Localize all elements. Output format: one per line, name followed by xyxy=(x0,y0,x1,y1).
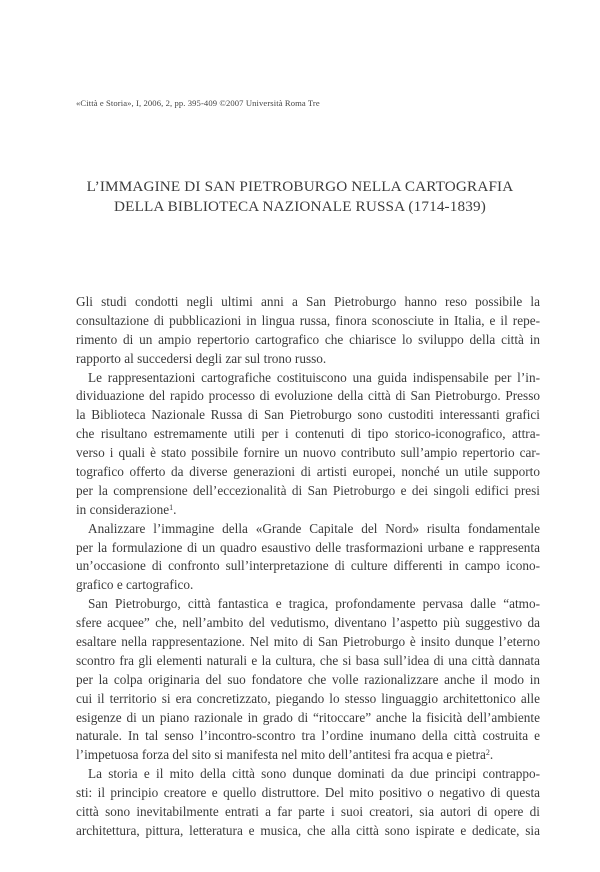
article-body xyxy=(76,293,540,841)
text-line: Gli studi condotti negli ultimi anni a San Pietroburgo hanno reso possibile la xyxy=(76,294,540,309)
text-line: San Pietroburgo, città fantastica e tragica, profondamente pervasa dalle “atmo- xyxy=(88,596,540,612)
text-line: Analizzare l’immagine della «Grande Capitale del Nord» risulta fondamentale xyxy=(88,520,540,536)
title-line: L’IMMAGINE DI SAN PIETROBURGO NELLA CARTOGRAFIA xyxy=(86,178,514,195)
text-line: tografico offerto da diverse generazioni di artisti europei, nonché un utile supporto xyxy=(76,464,540,480)
sentence-end: . xyxy=(489,747,494,763)
text-line: per la comprensione dell’eccezionalità di San Pietroburgo e dei singoli edifici presi xyxy=(76,482,540,498)
text-line: in considerazione$^1$. xyxy=(76,501,177,517)
text-line: l’impetuosa forza del sito si manifesta nel mito dell’antitesi fra acqua e pietra$^2$. xyxy=(76,747,494,763)
footnote-ref[interactable]: 1 xyxy=(169,502,174,512)
text-line: consultazione di pubblicazioni in lingua russa, finora sconosciute in Italia, e il repe- xyxy=(76,312,540,328)
text-line: Le rappresentazioni cartografiche costituiscono una guida indispensabile per l’in- xyxy=(88,369,540,385)
text-line: rapporto al succedersi degli zar sul trono russo. xyxy=(76,350,327,366)
footnote-ref[interactable]: 2 xyxy=(485,748,490,758)
text-line: cui il territorio si era concretizzato, piegando lo stesso linguaggio architettonico alle xyxy=(76,690,540,706)
text-line: rimento di un ampio repertorio cartografico che chiarisce lo sviluppo della città in xyxy=(76,331,540,347)
text-line: dividuazione del rapido processo di evoluzione della città di San Pietroburgo. Presso xyxy=(76,388,540,404)
text-line: un’occasione di confronto sull’interpretazione di culture differenti in campo icono- xyxy=(76,558,540,574)
text-line: sti: il principio creatore e quello distruttore. Del mito positivo o negativo di questa xyxy=(76,785,540,801)
text-line: esaltare nella rappresentazione. Nel mito di San Pietroburgo è insito dunque l’eterno xyxy=(76,634,540,650)
sentence-end: . xyxy=(173,501,177,517)
article-title xyxy=(70,177,530,217)
text-line: per la colpa originaria del suo fondatore che volle razionalizzare anche il modo in xyxy=(76,671,540,687)
title-line: DELLA BIBLIOTECA NAZIONALE RUSSA (1714-1839) xyxy=(114,198,486,215)
text-line: La storia e il mito della città sono dunque dominati da due principi contrappo- xyxy=(88,766,540,782)
text-line: scontro fra gli elementi naturali e la cultura, che si basa sull’idea di una città dannata xyxy=(76,652,540,668)
paragraph xyxy=(76,369,540,520)
text-line: grafico e cartografico. xyxy=(76,577,194,593)
text-line: verso i quali è stato possibile fornire un nuovo contributo sull’ampio repertorio car- xyxy=(76,445,540,461)
text-line: sfere acquee” che, nell’ambito del vedutismo, diventano l’aspetto più suggestivo da xyxy=(76,615,540,631)
paragraph xyxy=(76,765,540,841)
text-line: che risultano estremamente utili per i contenuti di tipo storico-iconografico, attra- xyxy=(76,426,540,442)
paragraph xyxy=(76,293,540,369)
paragraph xyxy=(76,595,540,765)
paragraph xyxy=(76,520,540,596)
text-line: per la formulazione di un quadro esaustivo delle trasformazioni urbane e rappresenta xyxy=(76,539,540,555)
text-line: la Biblioteca Nazionale Russa di San Pietroburgo sono custoditi interessanti grafici xyxy=(76,407,540,423)
text-line: esigenze di un piano razionale in grado di “ritoccare” anche la fisicità dell’ambiente xyxy=(76,709,540,725)
text-line: architettura, pittura, letteratura e musica, che alla città sono ispirate e dedicate, sia xyxy=(76,822,540,838)
running-head: «Città e Storia», I, 2006, 2, pp. 395-409 ©2007 Università Roma Tre xyxy=(76,98,320,108)
text-line: città sono inevitabilmente entrati a far parte i suoi creatori, sia autori di opere di xyxy=(76,804,540,820)
text-line: naturale. In tal senso l’incontro-scontro tra l’ordine inumano della città costruita e xyxy=(76,728,540,744)
